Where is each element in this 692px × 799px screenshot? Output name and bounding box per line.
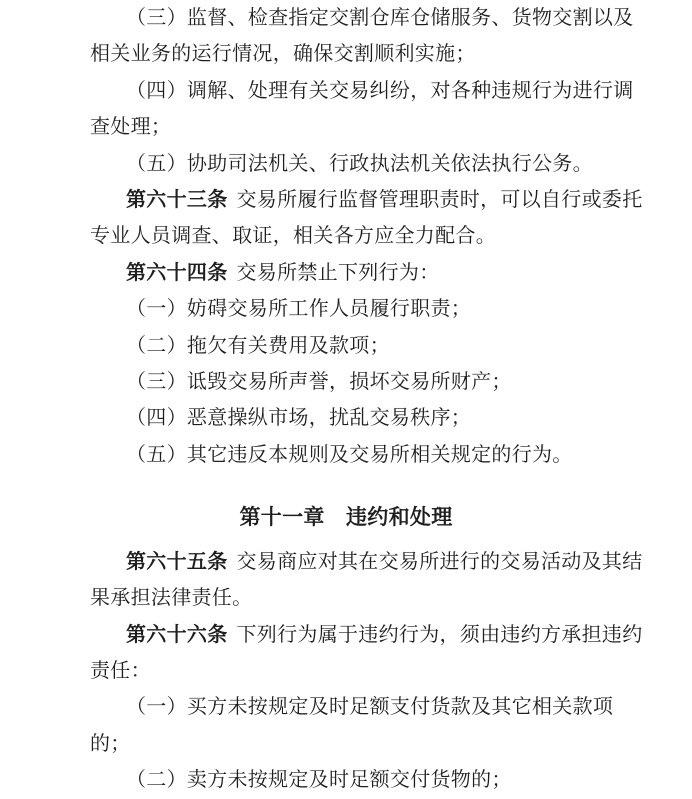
doc-line	[90, 400, 672, 436]
line-text: 交易商应对其在交易所进行的交易活动及其结	[236, 550, 643, 573]
doc-line	[90, 218, 672, 254]
chapter-heading: 第十一章 违约和处理	[239, 506, 453, 530]
line-text: （二）拖欠有关费用及款项；	[126, 334, 390, 357]
doc-line	[90, 328, 672, 364]
line-text: （四）调解、处理有关交易纠纷，对各种违规行为进行调	[126, 79, 634, 102]
line-text: （一）妨碍交易所工作人员履行职责；	[126, 298, 472, 321]
line-text: 查处理；	[90, 116, 172, 139]
article-number: 第六十四条	[126, 261, 228, 284]
doc-line	[90, 653, 672, 689]
doc-line	[90, 36, 672, 72]
doc-line-article-63	[90, 182, 672, 218]
line-text: （四）恶意操纵市场，扰乱交易秩序；	[126, 407, 472, 430]
line-text: （五）协助司法机关、行政执法机关依法执行公务。	[126, 152, 593, 175]
article-number: 第六十三条	[126, 189, 228, 212]
doc-line	[90, 146, 672, 182]
line-text: 相关业务的运行情况，确保交割顺利实施；	[90, 43, 476, 66]
doc-line	[90, 726, 672, 762]
doc-line	[90, 291, 672, 327]
line-text: 交易所禁止下列行为：	[236, 261, 440, 284]
doc-line	[90, 762, 672, 798]
doc-line-article-64	[90, 255, 672, 291]
doc-line	[90, 73, 672, 109]
line-text: 果承担法律责任。	[90, 587, 253, 610]
line-text: 专业人员调查、取证，相关各方应全力配合。	[90, 225, 496, 248]
line-text: 责任：	[90, 659, 151, 682]
doc-line	[90, 689, 672, 725]
line-text: 下列行为属于违约行为，须由违约方承担违约	[236, 623, 643, 646]
line-text: 的；	[90, 732, 131, 755]
line-text: （三）监督、检查指定交割仓库仓储服务、货物交割以及	[126, 7, 634, 29]
doc-line	[90, 0, 672, 36]
line-text: 交易所履行监督管理职责时，可以自行或委托	[236, 189, 643, 212]
article-number: 第六十五条	[126, 550, 228, 573]
line-text: （二）卖方未按规定及时足额交付货物的；	[126, 769, 512, 792]
line-text: （三）诋毁交易所声誉，损坏交易所财产；	[126, 371, 512, 394]
article-number: 第六十六条	[126, 623, 228, 646]
doc-line	[90, 109, 672, 145]
doc-line	[90, 364, 672, 400]
doc-line-article-66	[90, 617, 672, 653]
line-text: （一）买方未按规定及时足额支付货款及其它相关款项	[126, 696, 614, 719]
doc-line	[90, 437, 672, 473]
line-text: （五）其它违反本规则及交易所相关规定的行为。	[126, 443, 573, 466]
doc-line	[90, 580, 672, 616]
doc-line-article-65	[90, 544, 672, 580]
